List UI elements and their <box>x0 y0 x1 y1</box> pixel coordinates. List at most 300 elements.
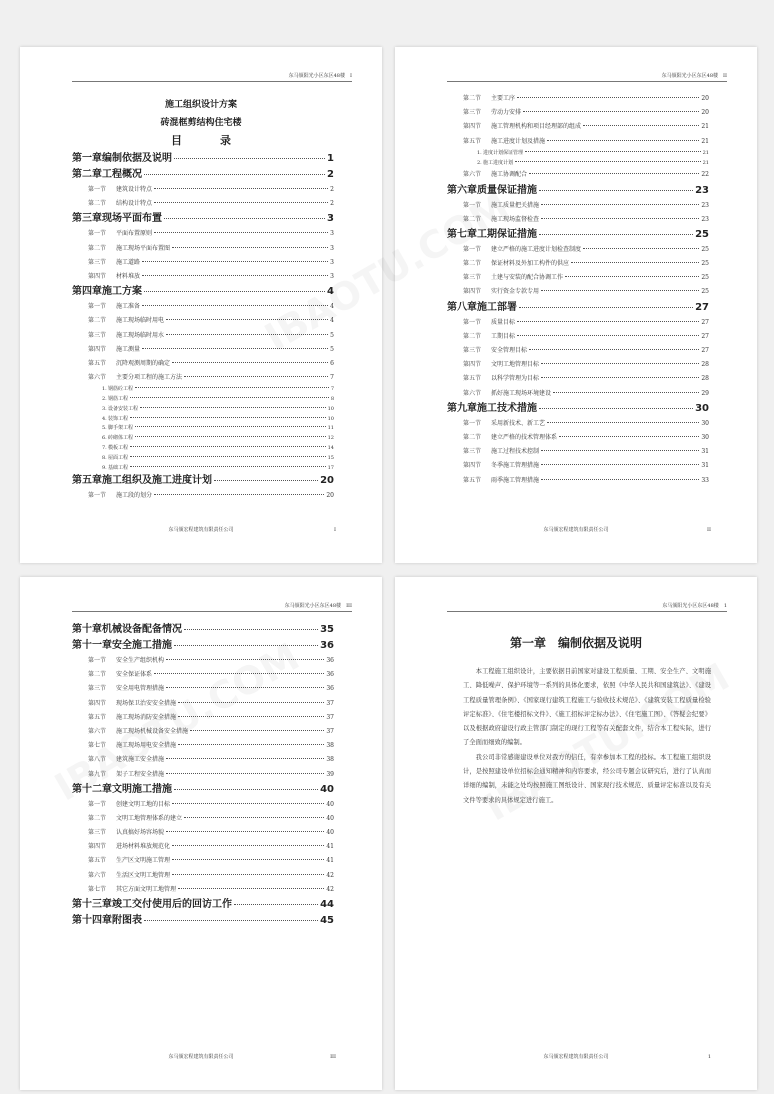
footer-company: 东马颁宏程建筑有限责任公司 <box>168 527 234 533</box>
toc-label: 第一节 <box>88 800 107 808</box>
toc-section <box>447 474 709 488</box>
toc-text: 材料堆放 <box>116 272 141 280</box>
toc-text: 机械设备配备情况 <box>102 624 182 635</box>
toc-page-number: 28 <box>701 361 709 369</box>
toc-label: 第一节 <box>88 303 107 311</box>
toc-leader <box>130 417 326 418</box>
toc-leader <box>517 97 699 98</box>
toc-text: 模板工程 <box>108 445 129 452</box>
toc-text: 施工进度计划 <box>483 159 514 166</box>
toc-section <box>72 869 334 883</box>
toc-leader <box>547 140 699 141</box>
toc-leader <box>541 377 699 378</box>
toc-leader <box>174 789 318 790</box>
chapter-body <box>463 665 711 808</box>
toc-text: 施工测量 <box>116 345 141 353</box>
toc-page-number: 21 <box>702 149 709 156</box>
toc-text: 沉降观测周期的确定 <box>116 359 171 367</box>
toc-label: 第七节 <box>88 885 107 893</box>
toc-leader <box>178 716 324 717</box>
toc-label: 第二节 <box>463 215 482 223</box>
toc-leader <box>517 335 699 336</box>
toc-page-number: 45 <box>320 915 334 926</box>
toc-page-number: 44 <box>320 899 334 910</box>
toc-page-number: 8 <box>330 396 334 403</box>
toc-leader <box>559 436 699 437</box>
toc-page-number: 10 <box>327 415 334 422</box>
toc-section <box>447 285 709 299</box>
toc-page-number: 40 <box>326 829 334 837</box>
toc-heading: 目录 <box>171 134 269 147</box>
footer-page-number: 1 <box>707 1054 711 1060</box>
toc-leader <box>142 275 328 276</box>
toc-label: 第四节 <box>463 123 482 131</box>
toc-section <box>447 459 709 473</box>
toc-leader <box>130 466 326 467</box>
toc-section <box>72 489 334 503</box>
toc-label: 第七节 <box>88 742 107 750</box>
toc-leader <box>135 436 326 437</box>
toc-section <box>447 257 709 271</box>
toc-text: 劳动力安排 <box>491 109 522 117</box>
toc-page-number: 5 <box>330 345 334 353</box>
toc-label: 第一节 <box>88 492 107 500</box>
toc-page-number: 5 <box>330 331 334 339</box>
toc-leader <box>140 407 326 408</box>
toc-leader <box>583 125 699 126</box>
toc-page-number: 29 <box>701 389 709 397</box>
toc-page-number: 3 <box>327 213 334 225</box>
toc-page-1 <box>20 47 382 563</box>
toc-page-number: 2 <box>327 169 334 180</box>
toc-text: 安全用电管理措施 <box>116 685 165 693</box>
toc-text: 编制依据及说明 <box>102 153 172 164</box>
page-header: 东马颁阳光小区东区48楼 II <box>447 73 727 82</box>
toc-text: 生活区文明工地管理 <box>116 871 171 879</box>
toc-subitem <box>72 434 334 444</box>
toc-text: 施工协调配合 <box>491 171 528 179</box>
toc-text: 施工质量把关措施 <box>491 201 540 209</box>
toc-section <box>447 135 709 149</box>
toc-page-number: 3 <box>330 230 334 238</box>
toc-subitem <box>72 454 334 464</box>
toc-leader <box>539 190 693 191</box>
toc-page-number: 42 <box>326 885 334 893</box>
toc-section <box>447 271 709 285</box>
toc-chapter <box>72 167 334 183</box>
toc-page-number: 40 <box>326 814 334 822</box>
toc-label: 第二节 <box>88 814 107 822</box>
toc-page-number: 4 <box>330 317 334 325</box>
toc-chapter <box>72 897 334 913</box>
toc-chapter <box>447 227 709 243</box>
toc-section <box>72 826 334 840</box>
toc-leader <box>154 673 324 674</box>
toc-leader <box>144 291 325 292</box>
toc-leader <box>184 629 318 630</box>
toc-label: 第四节 <box>88 345 107 353</box>
toc-label: 第四节 <box>463 462 482 470</box>
toc-section <box>72 739 334 753</box>
page-header: 东马颁阳光小区东区48楼 III <box>72 603 352 612</box>
toc-leader <box>172 859 324 860</box>
toc-chapter <box>447 401 709 417</box>
toc-page-number: 37 <box>326 713 334 721</box>
toc-leader <box>541 450 699 451</box>
toc-text: 工期目标 <box>491 332 516 340</box>
toc-text: 安全管理目标 <box>491 347 528 355</box>
doc-subtitle: 砖混框剪结构住宅楼 <box>160 118 242 128</box>
toc-page-number: 38 <box>326 756 334 764</box>
toc-page-number: 10 <box>327 405 334 412</box>
toc-text: 主要工序 <box>491 95 516 102</box>
toc-label: 第六节 <box>88 871 107 879</box>
toc-label: 第四节 <box>463 361 482 369</box>
toc-text: 附图表 <box>112 915 142 926</box>
toc-text: 创建文明工地的目标 <box>116 800 171 808</box>
toc-text: 施工方案 <box>102 286 142 298</box>
toc-label: 第六节 <box>463 389 482 397</box>
toc-page-number: 20 <box>701 109 709 117</box>
toc-leader <box>166 831 324 832</box>
toc-label: 第三节 <box>88 331 107 339</box>
toc-page-number: 36 <box>320 640 334 651</box>
toc-page-number: 41 <box>326 857 334 865</box>
toc-leader <box>172 362 328 363</box>
toc-page-number: 25 <box>701 274 709 282</box>
toc-text: 砖砌体工程 <box>108 435 134 442</box>
toc-page-number: 25 <box>701 288 709 296</box>
toc-subitem <box>72 444 334 454</box>
page-header: 东马颁阳光小区东区48楼 1 <box>447 603 727 612</box>
toc-text: 施工技术措施 <box>477 402 537 414</box>
toc-page-number: 28 <box>701 375 709 383</box>
toc-section <box>447 358 709 372</box>
doc-title: 施工组织设计方案 <box>164 100 237 110</box>
toc-label: 第四节 <box>88 699 107 707</box>
toc-text: 建筑施工安全措施 <box>116 756 165 764</box>
toc-label: 1. <box>102 386 107 393</box>
toc-leader <box>541 204 699 205</box>
toc-leader <box>154 202 328 203</box>
toc-section <box>72 798 334 812</box>
toc-page-number: 20 <box>320 475 334 487</box>
toc-section <box>72 725 334 739</box>
toc-page-number: 20 <box>701 95 709 102</box>
toc-page-number: 27 <box>701 347 709 355</box>
toc-section <box>72 300 334 314</box>
toc-label: 第二节 <box>463 95 482 102</box>
content-page-1 <box>395 577 757 1090</box>
toc-section <box>72 753 334 767</box>
toc-leader <box>547 422 699 423</box>
toc-page-number: 41 <box>326 843 334 851</box>
toc-label: 第九节 <box>88 770 107 778</box>
toc-text: 施工进度计划及措施 <box>491 137 546 145</box>
toc-leader <box>571 262 699 263</box>
toc-section <box>447 431 709 445</box>
toc-label: 1. <box>477 149 482 156</box>
toc-label: 2. <box>102 396 107 403</box>
toc-text: 主要分项工程的施工方法 <box>116 374 183 382</box>
toc-leader <box>174 645 318 646</box>
toc-label: 3. <box>102 405 107 412</box>
toc-page-number: 42 <box>326 871 334 879</box>
toc-page-number: 15 <box>327 454 334 461</box>
toc-page-number: 4 <box>327 286 334 298</box>
toc-text: 施工准备 <box>116 303 141 311</box>
toc-page-2 <box>395 47 757 563</box>
toc-text: 文明工地管理目标 <box>491 361 540 369</box>
toc-section <box>447 372 709 386</box>
toc-page-number: 36 <box>326 657 334 664</box>
toc-text: 文明工地管理体系的建立 <box>116 814 183 822</box>
toc-text: 施工过程技术控制 <box>491 448 540 456</box>
toc-section <box>72 357 334 371</box>
toc-section <box>72 343 334 357</box>
toc-label: 第三节 <box>88 258 107 266</box>
toc-text: 装饰工程 <box>108 415 129 422</box>
toc-text: 施工现场机械设备安全措施 <box>116 727 189 735</box>
toc-page-number: 22 <box>701 171 709 179</box>
toc-label: 第十四章 <box>72 915 112 926</box>
toc-page-number: 30 <box>701 419 709 427</box>
toc-label: 第五节 <box>463 375 482 383</box>
toc-page-number: 35 <box>320 624 334 635</box>
toc-leader <box>154 188 328 189</box>
toc-leader <box>583 248 699 249</box>
toc-subitem <box>447 149 709 159</box>
paragraph: 我公司非常感谢建设单位对我方的信任，有幸参加本工程的投标。本工程施工组织设计，是按照建设单位招标会通知精神和内容要求，经公司专题会议研究后，进行了认真而详细的编制，未能之处均按照施工图纸设计、国家现行技术规范、质量评定标准以及有关文件等要求的具体规定进行施工。 <box>463 753 711 804</box>
toc-page-number: 6 <box>330 359 334 367</box>
toc-label: 第六章 <box>447 184 477 196</box>
toc-section <box>72 242 334 256</box>
toc-text: 进场材料堆放规范化 <box>116 843 171 851</box>
toc-page-number: 30 <box>701 433 709 441</box>
footer-page-number: I <box>334 527 336 533</box>
toc-page-number: 25 <box>701 260 709 268</box>
toc-section <box>447 106 709 120</box>
toc-section <box>72 227 334 241</box>
toc-text: 建筑设计特点 <box>116 186 153 193</box>
toc-label: 第二节 <box>463 260 482 268</box>
toc-leader <box>529 349 699 350</box>
toc-label: 第三节 <box>88 685 107 693</box>
toc-leader <box>154 494 324 495</box>
toc-text: 设备安装工程 <box>108 405 139 412</box>
toc-section <box>72 197 334 211</box>
toc-label: 第一节 <box>463 245 482 253</box>
toc-section <box>72 314 334 328</box>
toc-section <box>447 120 709 134</box>
toc-label: 5. <box>102 425 107 432</box>
footer-page-number: III <box>330 1054 336 1060</box>
footer-company: 东马颁宏程建筑有限责任公司 <box>543 527 609 533</box>
toc-section <box>72 812 334 826</box>
toc-page-number: 38 <box>326 742 334 750</box>
toc-subitem <box>447 159 709 169</box>
toc-label: 第十二章 <box>72 783 112 795</box>
toc-label: 第五节 <box>88 713 107 721</box>
toc-page-number: 3 <box>330 258 334 266</box>
toc-label: 第八章 <box>447 301 477 313</box>
toc-section <box>72 256 334 270</box>
toc-label: 第二节 <box>88 317 107 325</box>
toc-page-number: 12 <box>327 435 334 442</box>
toc-label: 第一节 <box>88 230 107 238</box>
toc-leader <box>541 218 699 219</box>
toc-leader <box>519 307 693 308</box>
toc-leader <box>539 234 693 235</box>
toc-section <box>72 682 334 696</box>
toc-chapter <box>72 782 334 798</box>
toc-section <box>447 92 709 106</box>
toc-section <box>447 243 709 257</box>
toc-leader <box>166 758 324 759</box>
toc-section <box>72 183 334 197</box>
toc-text: 以科学管理为目标 <box>491 375 540 383</box>
toc-page-number: 23 <box>695 184 709 196</box>
toc-label: 8. <box>102 454 107 461</box>
toc-leader <box>154 232 328 233</box>
toc-page-number: 36 <box>326 685 334 693</box>
toc-leader <box>164 218 325 219</box>
toc-leader <box>178 702 324 703</box>
toc-text: 安全施工措施 <box>112 640 172 651</box>
toc-page-number: 7 <box>330 386 334 393</box>
toc-leader <box>172 845 324 846</box>
toc-leader <box>539 408 693 409</box>
toc-section <box>72 654 334 668</box>
toc-chapter <box>72 151 334 167</box>
toc-leader <box>130 397 329 398</box>
toc-leader <box>166 334 328 335</box>
toc-label: 第五章 <box>72 475 102 487</box>
toc-section <box>72 668 334 682</box>
toc-label: 第四章 <box>72 286 102 298</box>
toc-label: 第二节 <box>88 671 107 679</box>
toc-text: 施工段的划分 <box>116 492 153 500</box>
toc-label: 第六节 <box>88 374 107 382</box>
toc-page-number: 11 <box>327 425 334 432</box>
toc-section <box>72 840 334 854</box>
toc-text: 钢筋砼工程 <box>108 386 134 393</box>
toc-page-number: 37 <box>326 699 334 707</box>
toc-section <box>447 417 709 431</box>
toc-text: 钢筋工程 <box>108 396 129 403</box>
toc-text: 基础工程 <box>108 464 129 471</box>
toc-page-number: 14 <box>327 445 334 452</box>
toc-label: 第十一章 <box>72 640 112 651</box>
toc-label: 第三节 <box>463 109 482 117</box>
toc-subitem <box>72 464 334 474</box>
toc-leader <box>184 376 328 377</box>
footer-company: 东马颁宏程建筑有限责任公司 <box>168 1054 234 1060</box>
toc-label: 第一节 <box>463 419 482 427</box>
toc-leader <box>142 261 328 262</box>
toc-subitem <box>72 385 334 395</box>
toc-leader <box>529 173 699 174</box>
toc-label: 第二节 <box>463 332 482 340</box>
toc-section <box>72 711 334 725</box>
toc-text: 施工现场消防安全措施 <box>116 713 177 721</box>
toc-section <box>447 344 709 358</box>
toc-label: 第九章 <box>447 402 477 414</box>
toc-page-number: 31 <box>701 448 709 456</box>
toc-text: 安全保证体系 <box>116 671 153 679</box>
toc-page-number: 3 <box>330 272 334 280</box>
toc-leader <box>565 276 699 277</box>
toc-page-3 <box>20 577 382 1090</box>
toc-page-number: 2 <box>330 186 334 193</box>
toc-text: 结构设计特点 <box>116 200 153 208</box>
toc-leader <box>144 174 325 175</box>
toc-label: 6. <box>102 435 107 442</box>
toc-text: 施工现场用电安全措施 <box>116 742 177 750</box>
paragraph: 本工程施工组织设计，主要依据目前国家对建设工程质量、工期、安全生产、文明施工、降低噪声、保护环境等一系列的具体化要求，依照《中华人民共和国建筑法》、《建设工程质量管理条例》、《国家现行建筑工程施工与验收技术规范》、《建筑安装工程质量检验评定标准》、《住宅楼招标文件》、《施工招标评定标办法》、《住宅施工图》、《答疑会纪要》以及根据政府建设行政主管部门制定的现行工程等有关配套文件，结合本工程实际，进行了全面而细致的编制。 <box>463 668 711 747</box>
toc-subitem <box>72 405 334 415</box>
footer-page-number: II <box>707 527 711 533</box>
toc-page-number: 2 <box>330 200 334 208</box>
toc-page-number: 27 <box>701 332 709 340</box>
toc-chapter <box>72 638 334 654</box>
toc-list <box>447 92 709 488</box>
toc-page-number: 40 <box>320 783 334 795</box>
toc-label: 第二节 <box>88 200 107 208</box>
toc-text: 文明施工措施 <box>112 783 172 795</box>
toc-text: 脚手架工程 <box>108 425 134 432</box>
toc-label: 第四节 <box>88 843 107 851</box>
footer-company: 东马颁宏程建筑有限责任公司 <box>543 1054 609 1060</box>
toc-page-number: 20 <box>326 492 334 500</box>
toc-label: 第一节 <box>88 657 107 664</box>
toc-text: 工程概况 <box>102 169 142 180</box>
toc-text: 冬季施工管理措施 <box>491 462 540 470</box>
toc-leader <box>523 111 699 112</box>
toc-chapter <box>447 183 709 199</box>
toc-label: 第五节 <box>463 137 482 145</box>
toc-page-number: 1 <box>327 153 334 164</box>
toc-label: 第五节 <box>463 476 482 484</box>
toc-subitem <box>72 415 334 425</box>
toc-text: 雨季施工管理措施 <box>491 476 540 484</box>
toc-text: 施工现场临时用电 <box>116 317 165 325</box>
toc-section <box>72 270 334 284</box>
toc-label: 第三节 <box>463 274 482 282</box>
toc-text: 质量保证措施 <box>477 184 537 196</box>
toc-label: 第一节 <box>463 201 482 209</box>
toc-label: 4. <box>102 415 107 422</box>
toc-label: 第一节 <box>88 186 107 193</box>
toc-label: 第六节 <box>88 727 107 735</box>
toc-label: 7. <box>102 445 107 452</box>
toc-chapter <box>72 622 334 638</box>
toc-label: 第四节 <box>463 288 482 296</box>
toc-chapter <box>447 300 709 316</box>
chapter-title: 第一章 编制依据及说明 <box>509 636 642 650</box>
toc-label: 第五节 <box>88 857 107 865</box>
toc-leader <box>166 319 328 320</box>
toc-page-number: 39 <box>326 770 334 778</box>
toc-leader <box>553 392 699 393</box>
toc-text: 质量目标 <box>491 318 516 326</box>
toc-section <box>72 768 334 782</box>
toc-section <box>447 168 709 182</box>
toc-leader <box>142 305 328 306</box>
toc-text: 土建与安装的配合协调工作 <box>491 274 564 282</box>
toc-leader <box>166 659 324 660</box>
toc-text: 建立严格的施工进度计划检查制度 <box>491 245 582 253</box>
